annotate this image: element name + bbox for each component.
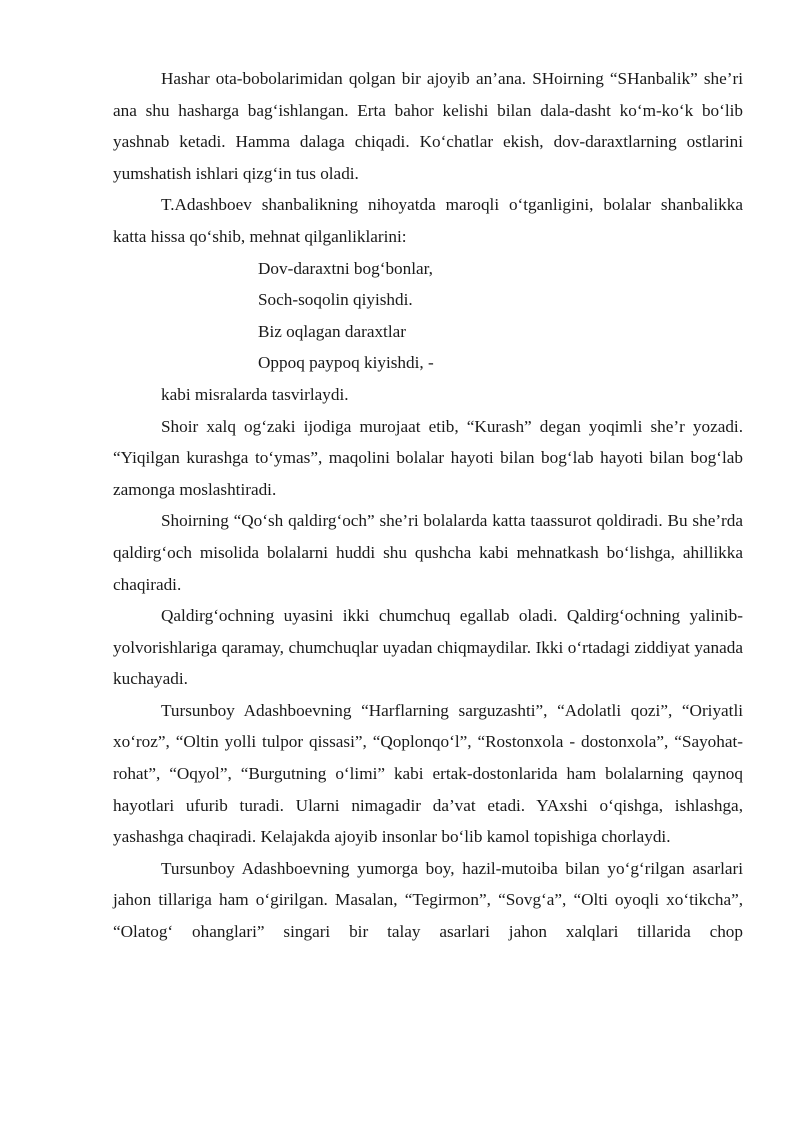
paragraph-qosh-qaldirgoch: Shoirning “Qo‘sh qaldirg‘och” she’ri bolalarda katta taassurot qoldiradi. Bu she’rda qaldirg‘och misolida bolalarni huddi shu qushcha kabi mehnatkash bo‘lishga, ahillikka chaqiradi.: [113, 511, 743, 594]
paragraph-ertak-dostonlar: Tursunboy Adashboevning “Harflarning sarguzashti”, “Adolatli qozi”, “Oriyatli xo‘roz”, “Oltin yolli tulpor qissasi”, “Qoplonqo‘l”, “Rostonxola - dostonxola”, “Sayohat-rohat”, “Oqyol”, “Burgutning o‘limi” kabi ertak-dostonlarida ham bolalarning qaynoq hayotlari ufurib turadi. Ularni nimagadir da’vat etadi. YAxshi o‘qishga, ishlashga, yashashga chaqiradi. Kelajakda ajoyib insonlar bo‘lib kamol topishiga chorlaydi.: [113, 700, 743, 847]
document-page: [113, 63, 743, 948]
paragraph-shanbalik-intro: T.Adashboev shanbalikning nihoyatda maroqli o‘tganligini, bolalar shanbalikka katta hissa qo‘shib, mehnat qilganliklarini:: [113, 195, 743, 246]
poem-line: Biz oqlagan daraxtlar: [258, 321, 406, 341]
paragraph-kurash: Shoir xalq og‘zaki ijodiga murojaat etib, “Kurash” degan yoqimli she’r yozadi. “Yiqilgan kurashga to‘ymas”, maqolini bolalar hayoti bilan bog‘lab hayoti bilan bog‘lab zamonga moslashtiradi.: [113, 416, 743, 499]
paragraph-chumchuq: Qaldirg‘ochning uyasini ikki chumchuq egallab oladi. Qaldirg‘ochning yalinib-yolvorishlariga qaramay, chumchuqlar uyadan chiqmaydilar. Ikki o‘rtadagi ziddiyat yanada kuchayadi.: [113, 606, 743, 689]
poem-excerpt: [113, 253, 743, 379]
poem-line: Oppoq paypoq kiyishdi, -: [258, 353, 434, 373]
paragraph-hashar: Hashar ota-bobolarimidan qolgan bir ajoyib an’ana. SHoirning “SHanbalik” she’ri ana shu hasharga bag‘ishlangan. Erta bahor kelishi bilan dala-dasht ko‘m-ko‘k bo‘lib yashnab ketadi. Hamma dalaga chiqadi. Ko‘chatlar ekish, dov-daraxtlarning ostlarini yumshatish ishlari qizg‘in tus oladi.: [113, 69, 743, 183]
paragraph-yumor: Tursunboy Adashboevning yumorga boy, hazil-mutoiba bilan yo‘g‘rilgan asarlari jahon tillariga ham o‘girilgan. Masalan, “Tegirmon”, “Sovg‘a”, “Olti oyoqli xo‘tikcha”, “Olatog‘ ohanglari” singari bir talay asarlari jahon xalqlari tillarida chop: [113, 858, 743, 942]
poem-line: Soch-soqolin qiyishdi.: [258, 290, 413, 310]
paragraph-after-poem: kabi misralarda tasvirlaydi.: [161, 384, 349, 404]
poem-line: Dov-daraxtni bog‘bonlar,: [258, 258, 433, 278]
